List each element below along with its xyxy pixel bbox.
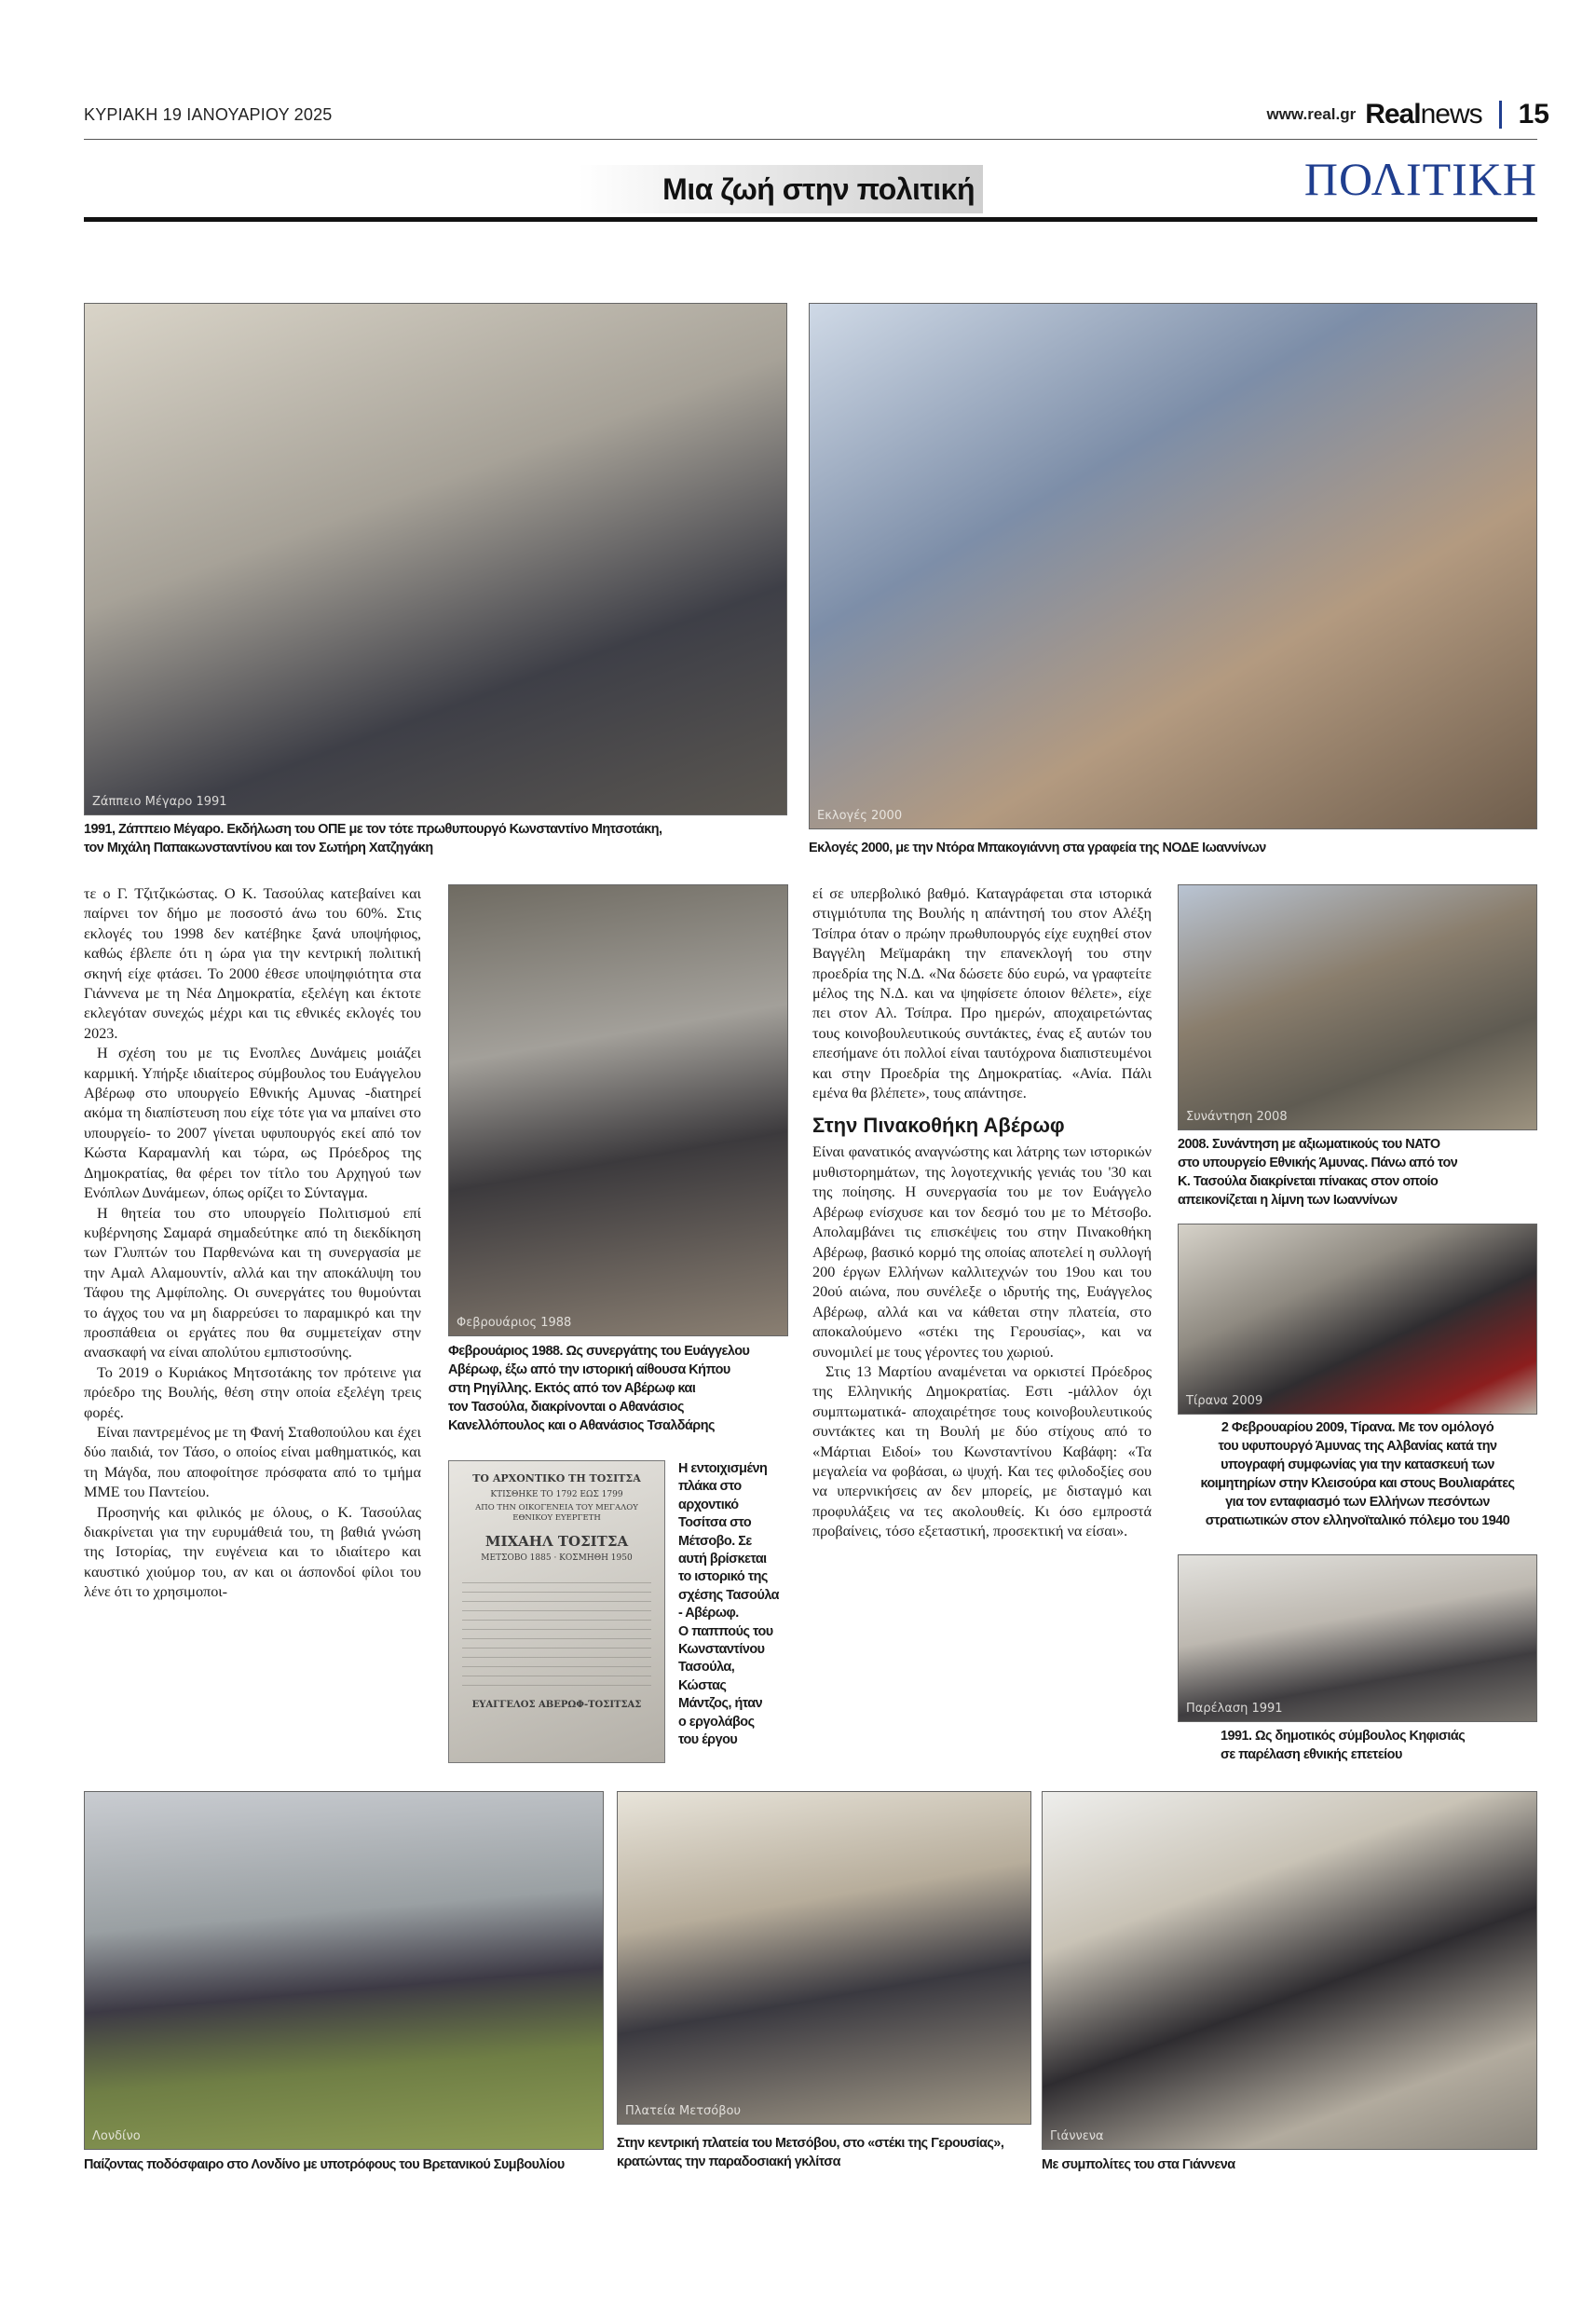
caption-plaque-line: του έργου	[678, 1732, 738, 1748]
photo-elections-2000-alt: Εκλογές 2000	[817, 809, 903, 823]
caption-plaque-line: Μέτσοβο. Σε	[678, 1533, 752, 1549]
col1-para-2: Η σχέση του με τις Ενοπλες Δυνάμεις μοιάζει καρμική. Υπήρξε ιδιαίτερος σύμβουλος του Ευάγγελου Αβέρωφ στο υπουργείο Εθνικής Αμυνας -διατηρεί ακόμα τη διαπίστευση που είχε τότε για να μπαίνει στο υπουργείο- το 2007 γίνεται υφυπουργός εκεί από τον Κώστα Καραμανλή και τώρα, ως Πρόεδρος της Δημοκρατίας, θα φέρει τον τίτλο του Αρχηγού των Ενόπλων Δυνάμεων, όπως ορίζει το Σύνταγμα.	[84, 1045, 421, 1202]
caption-averof-line: τον Τασούλα, διακρίνονται ο Αθανάσιος	[448, 1400, 684, 1415]
caption-tirana-line: στρατιωτικών στον ελληνοϊταλικό πόλεμο του 1940	[1205, 1513, 1510, 1528]
caption-tirana-line: κοιμητηρίων στην Κλεισούρα και στους Βουλιαράτες	[1200, 1476, 1515, 1491]
photo-kifisia-1991-alt: Παρέλαση 1991	[1186, 1702, 1283, 1716]
photo-kifisia-1991	[1178, 1554, 1537, 1722]
photo-metsovo-square-alt: Πλατεία Μετσόβου	[625, 2104, 742, 2118]
caption-averof-line: Αβέρωφ, έξω από την ιστορική αίθουσα Κήπου	[448, 1362, 730, 1377]
caption-averof-line: Κανελλόπουλος και ο Αθανάσιος Τσαλδάρης	[448, 1418, 715, 1433]
caption-plaque-line: Τασούλα,	[678, 1660, 735, 1676]
photo-nato-2008	[1178, 884, 1537, 1130]
plaque-line-3: ΑΠΟ ΤΗΝ ΟΙΚΟΓΕΝΕΙΑ ΤΟΥ ΜΕΓΑΛΟΥ ΕΘΝΙΚΟΥ ΕΥΕΡΓΕΤΗ	[475, 1503, 638, 1523]
plaque-line-5: ΜΕΤΣΟΒΟ 1885 · ΚΟΣΜΗΘΗ 1950	[481, 1553, 633, 1563]
plaque-body	[462, 1574, 651, 1690]
header-rule	[84, 139, 1537, 140]
plaque-line-1: ΤΟ ΑΡΧΟΝΤΙΚΟ ΤΗ ΤΟΣΙΤΣΑ	[472, 1472, 641, 1484]
caption-averof-line: στη Ρηγίλλης. Εκτός από τον Αβέρωφ και	[448, 1381, 696, 1396]
photo-ioannina-alt: Γιάννενα	[1050, 2129, 1104, 2143]
caption-ioannina: Με συμπολίτες του στα Γιάννενα	[1042, 2157, 1235, 2172]
caption-nato-line: 2008. Συνάντηση με αξιωματικούς του ΝΑΤΟ	[1178, 1137, 1440, 1152]
photo-averof-1988-alt: Φεβρουάριος 1988	[457, 1316, 572, 1330]
masthead	[1266, 99, 1549, 130]
page-number: 15	[1518, 99, 1549, 130]
caption-metsovo-line: κρατώντας την παραδοσιακή γκλίτσα	[617, 2155, 840, 2169]
photo-elections-2000	[809, 303, 1537, 829]
caption-metsovo-square	[617, 2134, 1036, 2171]
col1-para-5: Είναι παντρεμένος με τη Φανή Σταθοπούλου και έχει δύο παιδιά, τον Τάσο, ο οποίος είναι μαθηματικός, και τη Μάγδα, που αποφοίτησε πρόσφατα από το τμήμα ΜΜΕ του Παντείου.	[84, 1423, 421, 1501]
site-url[interactable]: www.real.gr	[1266, 105, 1357, 123]
photo-tirana-2009-alt: Τίρανα 2009	[1186, 1394, 1263, 1408]
caption-plaque-line: Η εντοιχισμένη	[678, 1461, 768, 1476]
col3-para-3: Στις 13 Μαρτίου αναμένεται να ορκιστεί Πρόεδρος της Ελληνικής Δημοκρατίας. Εστι -μάλλον όχι συμπτωματικά- αποχαιρέτησε τους κοινοβουλευτικούς συντάκτες και τη Βουλή με δύο στίχους από το «Μάρτιαι Ειδοί» του Κωνσταντίνου Καβάφη: «Τα μεγαλεία να φοβάσαι, ω ψυχή. Και τες φιλοδοξίες σου να υπερνικήσεις αν δεν μπορείς, με δισταγμό και προφυλάξεις να τες ακολουθείς. Κι όσο εμπροστά προβαίνεις, τόσο εξεταστική, προσεκτική να είσαι».	[812, 1362, 1152, 1540]
photo-zappeio-alt: Ζάππειο Μέγαρο 1991	[92, 795, 227, 809]
caption-zappeio-1: 1991, Ζάππειο Μέγαρο. Εκδήλωση του ΟΠΕ με τον τότε πρωθυπουργό Κωνσταντίνο Μητσοτάκη,	[84, 822, 662, 837]
caption-metsovo-line: Στην κεντρική πλατεία του Μετσόβου, στο «στέκι της Γερουσίας»,	[617, 2136, 1004, 2151]
col3-para-1: εί σε υπερβολικό βαθμό. Καταγράφεται στα ιστορικά στιγμιότυπα της Βουλής η απάντησή του στον Αλέξη Τσίπρα όταν ο πρώην πρωθυπουργός είχε ευχηθεί στον Βαγγέλη Μεϊμαράκη την επανεκλογή του στην προεδρία της Ν.Δ. «Να δώσετε δύο ευρώ, να γραφτείτε μέλος της Ν.Δ. και να ψηφίσετε όποιον θέλετε», είχε πει στον Αλ. Τσίπρα. Προ ημερών, αποχαιρετώντας τους κοινοβουλευτικούς συντάκτες, ένας εξ αυτών του επεσήμανε ότι πολλοί είναι ταυτόχρονα διαπιστευμένοι και στην Προεδρία της Δημοκρατίας. «Ανία. Πάλι εμένα θα βλέπετε», τους απάντησε.	[812, 885, 1152, 1102]
caption-tirana-line: 2 Φεβρουαρίου 2009, Τίρανα. Με τον ομόλογό	[1221, 1420, 1494, 1435]
caption-plaque-line: ο εργολάβος	[678, 1714, 755, 1730]
banner-title: Μια ζωή στην πολιτική	[662, 172, 975, 206]
photo-london	[84, 1791, 604, 2150]
header-divider	[1499, 101, 1502, 129]
photo-averof-1988	[448, 884, 788, 1336]
caption-plaque-line: Ο παππούς του	[678, 1623, 773, 1639]
col1-para-6: Προσηνής και φιλικός με όλους, ο Κ. Τασούλας διακρίνεται για την ευρυμάθειά του, τη βαθιά γνώση της Ιστορίας, την ευγένεια και το ιδιαίτερο και καυστικό χιούμορ του, αν και οι άσπονδοί φίλοι του λένε ότι το χρησιμοποι-	[84, 1503, 421, 1601]
article-subheading: Στην Πινακοθήκη Αβέρωφ	[812, 1114, 1065, 1138]
caption-plaque-line: το ιστορικό της	[678, 1569, 768, 1585]
photo-plaque	[448, 1460, 665, 1763]
caption-plaque-line: Τοσίτσα στο	[678, 1515, 752, 1531]
section-title: ΠΟΛΙΤΙΚΗ	[1303, 153, 1537, 205]
plaque-line-6: ΕΥΑΓΓΕΛΟΣ ΑΒΕΡΩΦ-ΤΟΣΙΤΣΑΣ	[471, 1700, 642, 1710]
caption-plaque	[678, 1460, 795, 1750]
caption-elections-2000: Εκλογές 2000, με την Ντόρα Μπακογιάννη στα γραφεία της ΝΟΔΕ Ιωαννίνων	[809, 841, 1266, 855]
caption-kifisia-1991	[1221, 1727, 1537, 1764]
caption-plaque-line: σχέσης Τασούλα	[678, 1587, 779, 1603]
caption-zappeio-2: τον Μιχάλη Παπακωνσταντίνου και τον Σωτήρη Χατζηγάκη	[84, 841, 433, 855]
col1-para-3: Η θητεία του στο υπουργείο Πολιτισμού επί κυβέρνησης Σαμαρά σημαδεύτηκε από τη διεκδίκηση των Γλυπτών του Παρθενώνα και τη συνεργασία με την Αμαλ Αλαμουντίν, αλλά και την αποκάλυψη του Τάφου της Αμφίπολης. Οι συνεργάτες του θυμούνται το άγχος του να μη διαρρεύσει το παραμικρό και την προσπάθεια οι εργάτες που θα συμμετείχαν στην ανασκαφή να είναι απολύτου εμπιστοσύνης.	[84, 1204, 421, 1361]
caption-tirana-2009	[1170, 1418, 1545, 1530]
page-date: ΚΥΡΙΑΚΗ 19 ΙΑΝΟΥΑΡΙΟΥ 2025	[84, 105, 333, 124]
plaque-line-2: ΚΤΙΣΘΗΚΕ ΤΟ 1792 ΕΩΣ 1799	[490, 1490, 623, 1499]
article-column-1	[84, 884, 421, 1603]
caption-nato-line: στο υπουργείο Εθνικής Άμυνας. Πάνω από τον	[1178, 1156, 1458, 1170]
caption-plaque-line: - Αβέρωφ.	[678, 1606, 739, 1621]
caption-nato-line: απεικονίζεται η λίμνη των Ιωαννίνων	[1178, 1193, 1398, 1208]
photo-zappeio	[84, 303, 787, 815]
caption-plaque-line: αρχοντικό	[678, 1497, 739, 1512]
plaque-line-4: ΜΙΧΑΗΛ ΤΟΣΙΤΣΑ	[484, 1533, 629, 1550]
caption-averof-line: Φεβρουάριος 1988. Ως συνεργάτης του Ευάγγελου	[448, 1344, 750, 1359]
caption-kifisia-line: 1991. Ως δημοτικός σύμβουλος Κηφισιάς	[1221, 1729, 1466, 1744]
caption-nato-line: Κ. Τασούλα διακρίνεται πίνακας στον οποίο	[1178, 1174, 1439, 1189]
photo-tirana-2009	[1178, 1224, 1537, 1415]
caption-averof-1988	[448, 1342, 793, 1435]
caption-london: Παίζοντας ποδόσφαιρο στο Λονδίνο με υποτρόφους του Βρετανικού Συμβουλίου	[84, 2157, 565, 2172]
brand-light: news	[1420, 99, 1482, 130]
caption-kifisia-line: σε παρέλαση εθνικής επετείου	[1221, 1747, 1402, 1762]
caption-plaque-line: Μάντζος, ήταν	[678, 1696, 763, 1712]
caption-tirana-line: για τον ενταφιασμό των Ελλήνων πεσόντων	[1225, 1495, 1490, 1510]
col3-para-2: Είναι φανατικός αναγνώστης και λάτρης των ιστορικών μυθιστορημάτων, της λογοτεχνικής γενιάς του '30 και της ποίησης. Η συνεργασία του με τον Ευάγγελο Αβέρωφ ενίσχυσε και τον δεσμό του με το Μέτσοβο. Απολαμβάνει τις επισκέψεις του στην Πινακοθήκη Αβέρωφ, βασικό κορμό της οποίας αποτελεί η συλλογή 200 έργων Ελλήνων καλλιτεχνών του 19ου και του 20ού αιώνα, που συνέλεξε ο ιδρυτής της, Ευάγγελος Αβέρωφ, αλλά και να κάθεται στην πλατεία, στο αποκαλούμενο «στέκι της Γερουσίας», και να συνομιλεί με τους γέροντες του χωριού.	[812, 1143, 1152, 1361]
caption-plaque-line: Κώστας	[678, 1677, 727, 1693]
col1-para-4: Το 2019 ο Κυριάκος Μητσοτάκης τον πρότεινε για πρόεδρο της Βουλής, θέση στην οποία εξελέγη τρεις φορές.	[84, 1363, 421, 1421]
caption-nato-2008	[1178, 1135, 1541, 1210]
photo-nato-2008-alt: Συνάντηση 2008	[1186, 1110, 1288, 1124]
photo-metsovo-square	[617, 1791, 1031, 2125]
caption-tirana-line: υπογραφή συμφωνίας για την κατασκευή των	[1221, 1457, 1494, 1472]
caption-plaque-line: αυτή βρίσκεται	[678, 1552, 767, 1567]
caption-plaque-line: Κωνσταντίνου	[678, 1642, 765, 1658]
photo-ioannina	[1042, 1791, 1537, 2150]
brand-bold: Real	[1365, 99, 1421, 130]
photo-london-alt: Λονδίνο	[92, 2129, 141, 2143]
article-column-3	[812, 884, 1152, 1542]
brand-logo	[1365, 99, 1481, 130]
col1-para-1: τε ο Γ. Τζιτζικώστας. Ο Κ. Τασούλας κατεβαίνει και παίρνει τον δήμο με ποσοστό άνω του 60%. Στις εκλογές του 1998 δεν κατέβηκε ξανά υποψήφιος, καθώς έβλεπε ότι η ώρα για την κεντρική πολιτική σκηνή είχε φτάσει. Το 2000 έθεσε υποψηφιότητα στα Γιάννενα με τη Νέα Δημοκρατία, εξελέγη και έκτοτε εκλεγόταν συνεχώς μέχρι και τις εθνικές εκλογές του 2023.	[84, 885, 421, 1042]
caption-plaque-line: πλάκα στο	[678, 1479, 742, 1495]
caption-tirana-line: του υφυπουργό Άμυνας της Αλβανίας κατά την	[1218, 1439, 1497, 1454]
banner-rule	[84, 217, 1537, 222]
